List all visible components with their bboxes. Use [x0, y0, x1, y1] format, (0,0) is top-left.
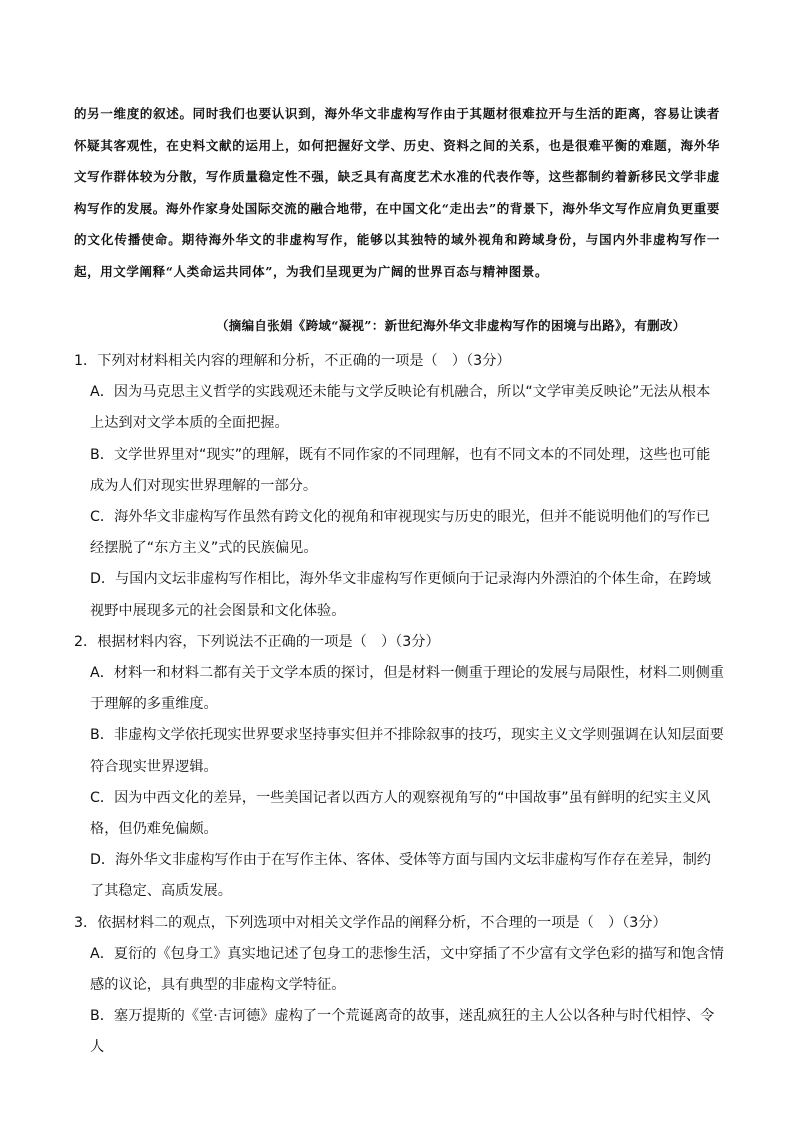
passage-source: （摘编自张娟《跨域“凝视”：新世纪海外华文非虚构写作的困境与出路》，有删改） — [216, 318, 686, 333]
reading-passage — [74, 98, 720, 288]
option-c: C．海外华文非虚构写作虽然有跨文化的视角和审视现实与历史的眼光，但并不能说明他们的写作已经摆脱了“东方主义”式的民族偏见。 — [90, 509, 710, 557]
option-d: D．海外华文非虚构写作由于在写作主体、客体、受体等方面与国内文坛非虚构写作存在差异，制约了其稳定、高质发展。 — [90, 852, 711, 900]
question-1 — [74, 346, 724, 627]
question-2 — [74, 627, 724, 908]
question-3 — [74, 908, 724, 1064]
option-b: B．文学世界里对“现实”的理解，既有不同作家的不同理解，也有不同文本的不同处理，这些也可能成为人们对现实世界理解的一部分。 — [90, 446, 711, 494]
option-a: A．夏衍的《包身工》真实地记述了包身工的悲惨生活，文中穿插了不少富有文学色彩的描写和饱含情感的议论，具有典型的非虚构文学特征。 — [90, 945, 724, 994]
passage-text: 的另一维度的叙述。同时我们也要认识到，海外华文非虚构写作由于其题材很难拉开与生活的距离，容易让读者怀疑其客观性，在史料文献的运用上，如何把握好文学、历史、资料之间的关系，也是很难平衡的难题，海外华文写作群体较为分散，写作质量稳定性不强，缺乏具有高度艺术水准的代表作等，这些都制约着新移民文学非虚构写作的发展。海外作家身处国际交流的融合地带，在中国文化“走出去”的背景下，海外华文写作应肩负更重要的文化传播使命。期待海外华文的非虚构写作，能够以其独特的域外视角和跨域身份，与国内外非虚构写作一起，用文学阐释“人类命运共同体”，为我们呈现更为广阔的世界百态与精神图景。 — [74, 106, 720, 279]
option-b: B．塞万提斯的《堂·吉诃德》虚构了一个荒诞离奇的故事，迷乱疯狂的主人公以各种与时代相悖、令人 — [90, 1008, 715, 1056]
question-stem: 3．依据材料二的观点，下列选项中对相关文学作品的阐释分析，不合理的一项是（ ）（3分） — [74, 914, 667, 931]
question-stem: 2．根据材料内容，下列说法不正确的一项是（ ）（3分） — [74, 633, 440, 650]
question-list — [74, 346, 724, 1064]
option-b: B．非虚构文学依托现实世界要求坚持事实但并不排除叙事的技巧，现实主义文学则强调在认知层面要符合现实世界逻辑。 — [90, 727, 724, 775]
option-d: D．与国内文坛非虚构写作相比，海外华文非虚构写作更倾向于记录海内外漂泊的个体生命，在跨域视野中展现多元的社会图景和文化体验。 — [90, 571, 711, 619]
option-c: C．因为中西文化的差异，一些美国记者以西方人的观察视角写的“中国故事”虽有鲜明的纪实主义风格，但仍难免偏颇。 — [90, 789, 711, 838]
question-stem: 1．下列对材料相关内容的理解和分析，不正确的一项是（ ）（3分） — [74, 353, 511, 369]
option-a: A．材料一和材料二都有关于文学本质的探讨，但是材料一侧重于理论的发展与局限性，材料二则侧重于理解的多重维度。 — [90, 665, 724, 713]
option-a: A．因为马克思主义哲学的实践观还未能与文学反映论有机融合，所以“文学审美反映论”无法从根本上达到对文学本质的全面把握。 — [90, 384, 711, 432]
